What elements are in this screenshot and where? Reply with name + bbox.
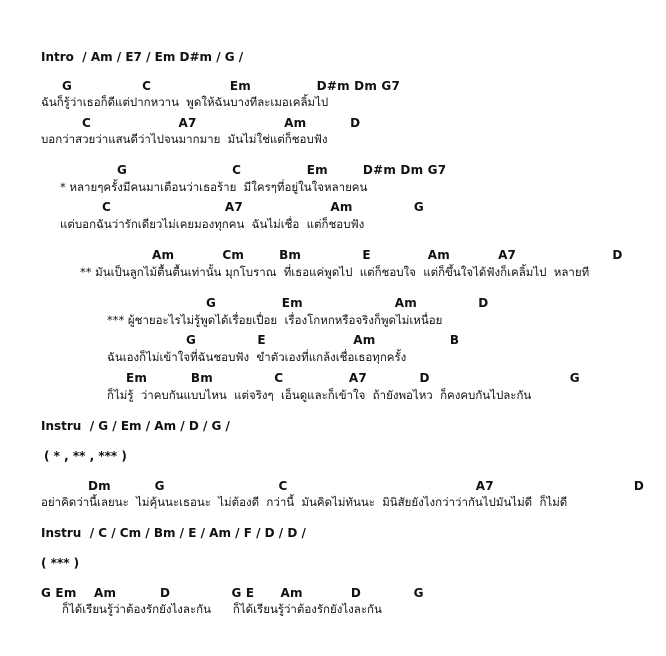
chord-line: G C Em D#m Dm G7 [117, 163, 447, 177]
lyric-line: ฉันเองก็ไม่เข้าใจที่ฉันชอบฟัง ขำตัวเองที่แกล้งเชื่อเธอทุกครั้ง [107, 350, 407, 364]
chord-line: G E Am B [186, 333, 460, 347]
instru-line: Instru / G / Em / Am / D / G / [41, 419, 230, 433]
intro-line: Intro / Am / E7 / Em D#m / G / [41, 50, 244, 64]
lyric-line: อย่าคิดว่านี้เลยนะ ไม่คุ้นนะเธอนะ ไม่ต้องดี กว่านี้ มันคิดไม่ทันนะ มินิสัยยังไงกว่าว่ากันไปมันไม่ดี ก็ไม่ดี [41, 495, 568, 509]
instru-line: Instru / C / Cm / Bm / E / Am / F / D / D / [41, 526, 306, 540]
lyric-line: ก็ได้เรียนรู้ว่าต้องรักยังไงละกัน ก็ได้เรียนรู้ว่าต้องรักยังไงละกัน [62, 602, 382, 616]
lyric-line: ** มันเป็นลูกไม้ตื้นตื้นเท่านั้น มุกโบราณ ที่เธอแค่พูดไป แต่ก็ชอบใจ แต่ก็ขึ้นใจได้ฟังก็เคลิ้มไป หลายที [80, 265, 590, 279]
chord-line: G Em Am D G E Am D G [41, 586, 424, 600]
chord-line: C A7 Am D [82, 116, 361, 130]
chord-line: Dm G C A7 D [88, 479, 645, 493]
lyric-line: * หลายๆครั้งมีคนมาเตือนว่าเธอร้าย มีใครๆที่อยู่ในใจหลายคน [60, 180, 368, 194]
chord-line: G C Em D#m Dm G7 [62, 79, 401, 93]
lyric-line: *** ผู้ชายอะไรไม่รู้พูดได้เรื่อยเปื่อย เรื่องโกหกหรือจริงก็พูดไม่เหนื่อย [107, 313, 443, 327]
lyric-line: ฉันก็รู้ว่าเธอก็ดีแต่ปากหวาน พูดให้ฉันบางทีละเมอเคลิ้มไป [41, 95, 329, 109]
chord-line: Am Cm Bm E Am A7 D [152, 248, 623, 262]
lyric-line: แต่บอกฉันว่ารักเดียวไม่เคยมองทุกคน ฉันไม่เชื่อ แต่ก็ชอบฟัง [60, 217, 365, 231]
lyric-line: ก็ไม่รู้ ว่าคบกันแบบไหน แต่จริงๆ เอ็นดูและก็เข้าใจ ถ้ายังพอไหว ก็คงคบกันไปละกัน [107, 388, 532, 402]
chord-line: G Em Am D [206, 296, 489, 310]
lyric-line: บอกว่าสวยว่าแสนดีว่าไปจนมากมาย มันไม่ใช่แต่ก็ชอบฟัง [41, 132, 328, 146]
repeat-line: ( *** ) [41, 556, 80, 570]
repeat-line: ( * , ** , *** ) [44, 449, 127, 463]
chord-line: C A7 Am G [102, 200, 424, 214]
chord-line: Em Bm C A7 D G [126, 371, 580, 385]
